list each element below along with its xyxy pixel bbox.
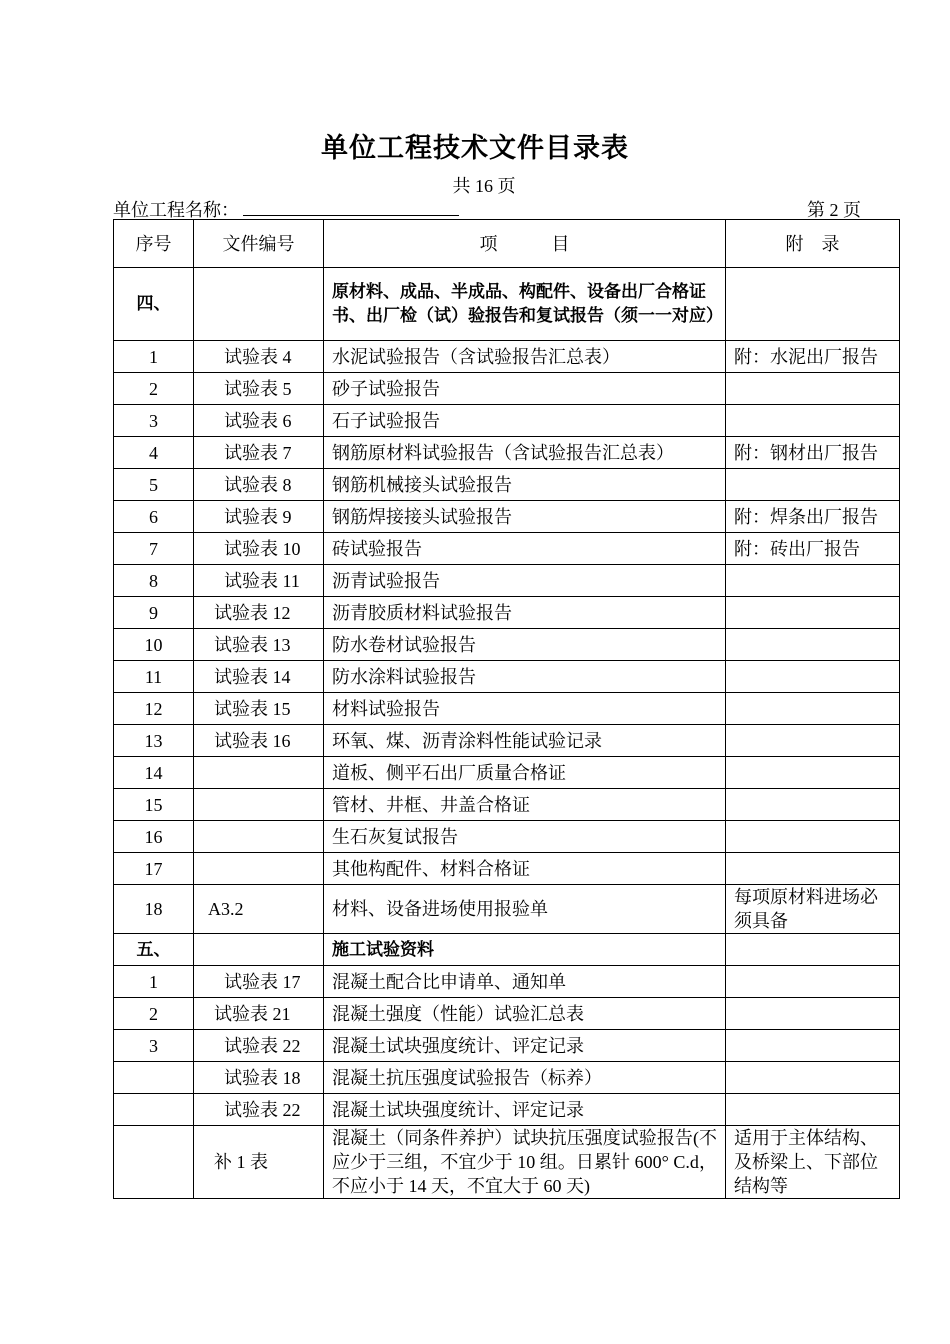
cell-code: 试验表 7	[194, 437, 324, 469]
cell-note	[726, 1094, 900, 1126]
table-row	[114, 661, 900, 693]
cell-item: 道板、侧平石出厂质量合格证	[324, 757, 726, 789]
table-row	[114, 341, 900, 373]
cell-note: 附：钢材出厂报告	[726, 437, 900, 469]
table-row	[114, 597, 900, 629]
cell-code: 试验表 11	[194, 565, 324, 597]
section-seq: 五、	[114, 934, 194, 966]
cell-code: 试验表 15	[194, 693, 324, 725]
cell-item: 水泥试验报告（含试验报告汇总表）	[324, 341, 726, 373]
cell-item: 钢筋机械接头试验报告	[324, 469, 726, 501]
table-row	[114, 1030, 900, 1062]
cell-item: 生石灰复试报告	[324, 821, 726, 853]
cell-seq: 9	[114, 597, 194, 629]
cell-note: 附：水泥出厂报告	[726, 341, 900, 373]
cell-code: 试验表 13	[194, 629, 324, 661]
page-number: 第 2 页	[807, 200, 861, 220]
cell-seq: 2	[114, 373, 194, 405]
cell-note: 附：砖出厂报告	[726, 533, 900, 565]
cell-note	[726, 268, 900, 341]
cell-seq: 5	[114, 469, 194, 501]
cell-note: 适用于主体结构、及桥梁上、下部位结构等	[726, 1126, 900, 1199]
cell-seq: 15	[114, 789, 194, 821]
cell-note	[726, 821, 900, 853]
cell-note	[726, 966, 900, 998]
cell-item: 混凝土（同条件养护）试块抗压强度试验报告(不应少于三组，不宜少于 10 组。日累针 600° C.d，不应小于 14 天，不宜大于 60 天)	[324, 1126, 726, 1199]
cell-seq	[114, 1094, 194, 1126]
cell-item: 防水涂料试验报告	[324, 661, 726, 693]
cell-code: 试验表 9	[194, 501, 324, 533]
table-row	[114, 998, 900, 1030]
table-row	[114, 1062, 900, 1094]
table-row	[114, 469, 900, 501]
cell-code: 试验表 17	[194, 966, 324, 998]
cell-item: 沥青试验报告	[324, 565, 726, 597]
table-row	[114, 966, 900, 998]
cell-item: 环氧、煤、沥青涂料性能试验记录	[324, 725, 726, 757]
cell-item: 混凝土试块强度统计、评定记录	[324, 1030, 726, 1062]
cell-note	[726, 725, 900, 757]
cell-item: 管材、井框、井盖合格证	[324, 789, 726, 821]
cell-item: 防水卷材试验报告	[324, 629, 726, 661]
table-row	[114, 373, 900, 405]
table-row	[114, 501, 900, 533]
cell-item: 砂子试验报告	[324, 373, 726, 405]
table-row	[114, 789, 900, 821]
table-row	[114, 565, 900, 597]
cell-item: 混凝土配合比申请单、通知单	[324, 966, 726, 998]
cell-code: 试验表 5	[194, 373, 324, 405]
cell-note	[726, 934, 900, 966]
table-row	[114, 885, 900, 934]
cell-seq	[114, 1126, 194, 1199]
cell-item: 钢筋焊接接头试验报告	[324, 501, 726, 533]
document-meta	[113, 196, 861, 218]
section-row	[114, 934, 900, 966]
cell-code: 试验表 22	[194, 1030, 324, 1062]
cell-seq: 13	[114, 725, 194, 757]
cell-seq: 8	[114, 565, 194, 597]
cell-seq: 14	[114, 757, 194, 789]
cell-note	[726, 1030, 900, 1062]
cell-note: 每项原材料进场必须具备	[726, 885, 900, 934]
cell-seq: 16	[114, 821, 194, 853]
cell-seq: 1	[114, 966, 194, 998]
table-header-row	[114, 220, 900, 268]
header-seq: 序号	[114, 220, 194, 268]
cell-code	[194, 268, 324, 341]
cell-note	[726, 693, 900, 725]
cell-note	[726, 469, 900, 501]
cell-item: 混凝土抗压强度试验报告（标养）	[324, 1062, 726, 1094]
cell-item: 砖试验报告	[324, 533, 726, 565]
cell-note: 附：焊条出厂报告	[726, 501, 900, 533]
cell-seq: 17	[114, 853, 194, 885]
cell-note	[726, 565, 900, 597]
table-row	[114, 693, 900, 725]
cell-seq: 4	[114, 437, 194, 469]
cell-note	[726, 1062, 900, 1094]
cell-seq: 7	[114, 533, 194, 565]
cell-code: A3.2	[194, 885, 324, 934]
cell-code	[194, 789, 324, 821]
cell-note	[726, 373, 900, 405]
section-title: 施工试验资料	[324, 934, 726, 966]
cell-item: 混凝土强度（性能）试验汇总表	[324, 998, 726, 1030]
cell-seq: 12	[114, 693, 194, 725]
cell-code: 试验表 22	[194, 1094, 324, 1126]
cell-code	[194, 934, 324, 966]
section-title: 原材料、成品、半成品、构配件、设备出厂合格证书、出厂检（试）验报告和复试报告（须一一对应）	[324, 268, 726, 341]
table-row	[114, 629, 900, 661]
cell-item: 钢筋原材料试验报告（含试验报告汇总表）	[324, 437, 726, 469]
project-name-blank	[243, 215, 459, 216]
table-row	[114, 1126, 900, 1199]
cell-seq	[114, 1062, 194, 1094]
cell-seq: 3	[114, 405, 194, 437]
cell-item: 其他构配件、材料合格证	[324, 853, 726, 885]
total-pages: 共 16 页	[452, 176, 516, 196]
cell-code	[194, 757, 324, 789]
cell-item: 石子试验报告	[324, 405, 726, 437]
table-row	[114, 853, 900, 885]
cell-code	[194, 853, 324, 885]
cell-code: 试验表 18	[194, 1062, 324, 1094]
cell-code	[194, 821, 324, 853]
cell-seq: 18	[114, 885, 194, 934]
table-row	[114, 725, 900, 757]
cell-note	[726, 757, 900, 789]
cell-item: 沥青胶质材料试验报告	[324, 597, 726, 629]
cell-seq: 6	[114, 501, 194, 533]
cell-item: 混凝土试块强度统计、评定记录	[324, 1094, 726, 1126]
document-title: 单位工程技术文件目录表	[321, 133, 629, 164]
cell-code: 试验表 16	[194, 725, 324, 757]
cell-code: 试验表 6	[194, 405, 324, 437]
project-name-label: 单位工程名称：	[113, 200, 239, 220]
table-row	[114, 1094, 900, 1126]
cell-note	[726, 998, 900, 1030]
header-note: 附 录	[726, 220, 900, 268]
catalog-table	[113, 219, 900, 1199]
cell-note	[726, 661, 900, 693]
section-row	[114, 268, 900, 341]
cell-seq: 1	[114, 341, 194, 373]
table-row	[114, 437, 900, 469]
cell-note	[726, 597, 900, 629]
section-seq: 四、	[114, 268, 194, 341]
cell-note	[726, 629, 900, 661]
cell-code: 试验表 12	[194, 597, 324, 629]
header-item: 项 目	[324, 220, 726, 268]
cell-code: 试验表 14	[194, 661, 324, 693]
cell-code: 试验表 4	[194, 341, 324, 373]
cell-code: 试验表 10	[194, 533, 324, 565]
cell-note	[726, 853, 900, 885]
cell-code: 试验表 21	[194, 998, 324, 1030]
table-row	[114, 533, 900, 565]
cell-seq: 10	[114, 629, 194, 661]
cell-note	[726, 789, 900, 821]
table-row	[114, 757, 900, 789]
cell-item: 材料、设备进场使用报验单	[324, 885, 726, 934]
cell-note	[726, 405, 900, 437]
table-row	[114, 405, 900, 437]
header-code: 文件编号	[194, 220, 324, 268]
cell-seq: 3	[114, 1030, 194, 1062]
cell-code: 补 1 表	[194, 1126, 324, 1199]
cell-seq: 2	[114, 998, 194, 1030]
table-row	[114, 821, 900, 853]
cell-seq: 11	[114, 661, 194, 693]
cell-item: 材料试验报告	[324, 693, 726, 725]
cell-code: 试验表 8	[194, 469, 324, 501]
